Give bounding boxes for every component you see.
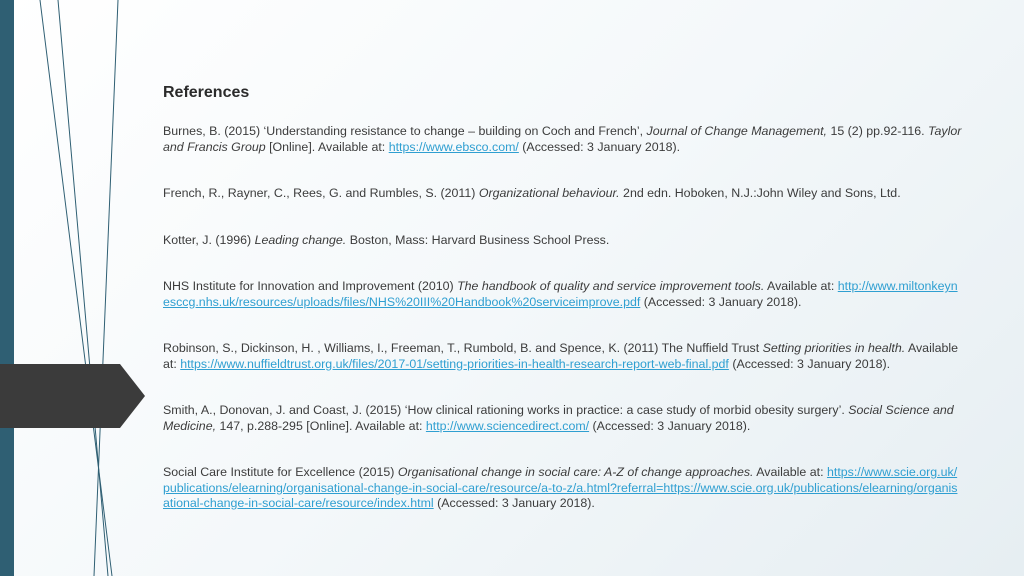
reference-item xyxy=(163,403,963,434)
reference-link[interactable]: https://www.scie.org.uk/publications/elearning/organisational-change-in-social-care/resource/a-to-z/a.html?referral=https://www.scie.org.uk/publications/elearning/organisational-change-in-social-care/resource/index.html xyxy=(163,465,958,510)
reference-text: NHS Institute for Innovation and Improvement (2010) xyxy=(163,279,458,293)
arrow-tab-shape xyxy=(0,364,145,428)
reference-italic: Setting priorities in health. xyxy=(762,341,906,355)
reference-text: 2nd edn. Hoboken, N.J.:John Wiley and Sons, Ltd. xyxy=(619,186,901,200)
reference-italic: Taylor and Francis Group xyxy=(163,124,962,154)
reference-link[interactable]: https://www.nuffieldtrust.org.uk/files/2017-01/setting-priorities-in-health-research-report-web-final.pdf xyxy=(180,356,729,371)
reference-text: (Accessed: 3 January 2018). xyxy=(433,496,595,510)
reference-text: (Accessed: 3 January 2018). xyxy=(728,356,891,371)
reference-text: (Accessed: 3 January 2018). xyxy=(640,294,802,309)
reference-item xyxy=(163,124,963,155)
reference-text: Robinson, S., Dickinson, H. , Williams, I., Freeman, T., Rumbold, B. and Spence, K. (2011) The Nuffield Trust xyxy=(163,341,763,355)
reference-text: Social Care Institute for Excellence (2015) xyxy=(163,465,398,479)
reference-item xyxy=(163,465,963,512)
reference-text: Available at: xyxy=(163,341,959,371)
reference-text: [Online]. Available at: xyxy=(265,139,389,154)
reference-text: Burnes, B. (2015) ‘Understanding resistance to change – building on Coch and French’, xyxy=(163,124,647,138)
deco-line xyxy=(40,0,112,576)
reference-text: Boston, Mass: Harvard Business School Press. xyxy=(346,232,610,247)
reference-text: (Accessed: 3 January 2018). xyxy=(589,418,751,433)
reference-italic: Social Science and Medicine, xyxy=(163,403,954,433)
reference-item xyxy=(163,233,963,249)
reference-text: Available at: xyxy=(764,279,838,293)
deco-line xyxy=(94,0,118,576)
reference-italic: Journal of Change Management, xyxy=(646,124,828,138)
reference-text: Available at: xyxy=(753,465,827,479)
reference-link[interactable]: https://www.ebsco.com/ xyxy=(388,139,519,154)
reference-item xyxy=(163,341,963,372)
reference-italic: Organisational change in social care: A-Z of change approaches. xyxy=(397,465,754,479)
reference-item xyxy=(163,186,963,202)
reference-link[interactable]: http://www.miltonkeynesccg.nhs.uk/resources/uploads/files/NHS%20III%20Handbook%20serviceimprove.pdf xyxy=(163,279,958,309)
reference-italic: Organizational behaviour. xyxy=(478,186,620,200)
reference-text: Kotter, J. (1996) xyxy=(163,232,255,247)
page-title: References xyxy=(163,84,250,101)
reference-text: Smith, A., Donovan, J. and Coast, J. (2015) ‘How clinical rationing works in practice: a case study of morbid obesity surgery’. xyxy=(163,403,849,417)
reference-text: 15 (2) pp.92-116. xyxy=(827,124,929,138)
decorative-lines xyxy=(0,0,160,576)
reference-link[interactable]: http://www.sciencedirect.com/ xyxy=(425,418,590,433)
reference-text: (Accessed: 3 January 2018). xyxy=(518,139,681,154)
reference-text: French, R., Rayner, C., Rees, G. and Rumbles, S. (2011) xyxy=(163,186,479,200)
reference-item xyxy=(163,279,963,310)
reference-text: 147, p.288-295 [Online]. Available at: xyxy=(216,418,426,433)
references-list xyxy=(163,124,963,527)
reference-italic: The handbook of quality and service improvement tools. xyxy=(457,279,765,293)
deco-line xyxy=(58,0,108,576)
reference-italic: Leading change. xyxy=(254,232,347,247)
